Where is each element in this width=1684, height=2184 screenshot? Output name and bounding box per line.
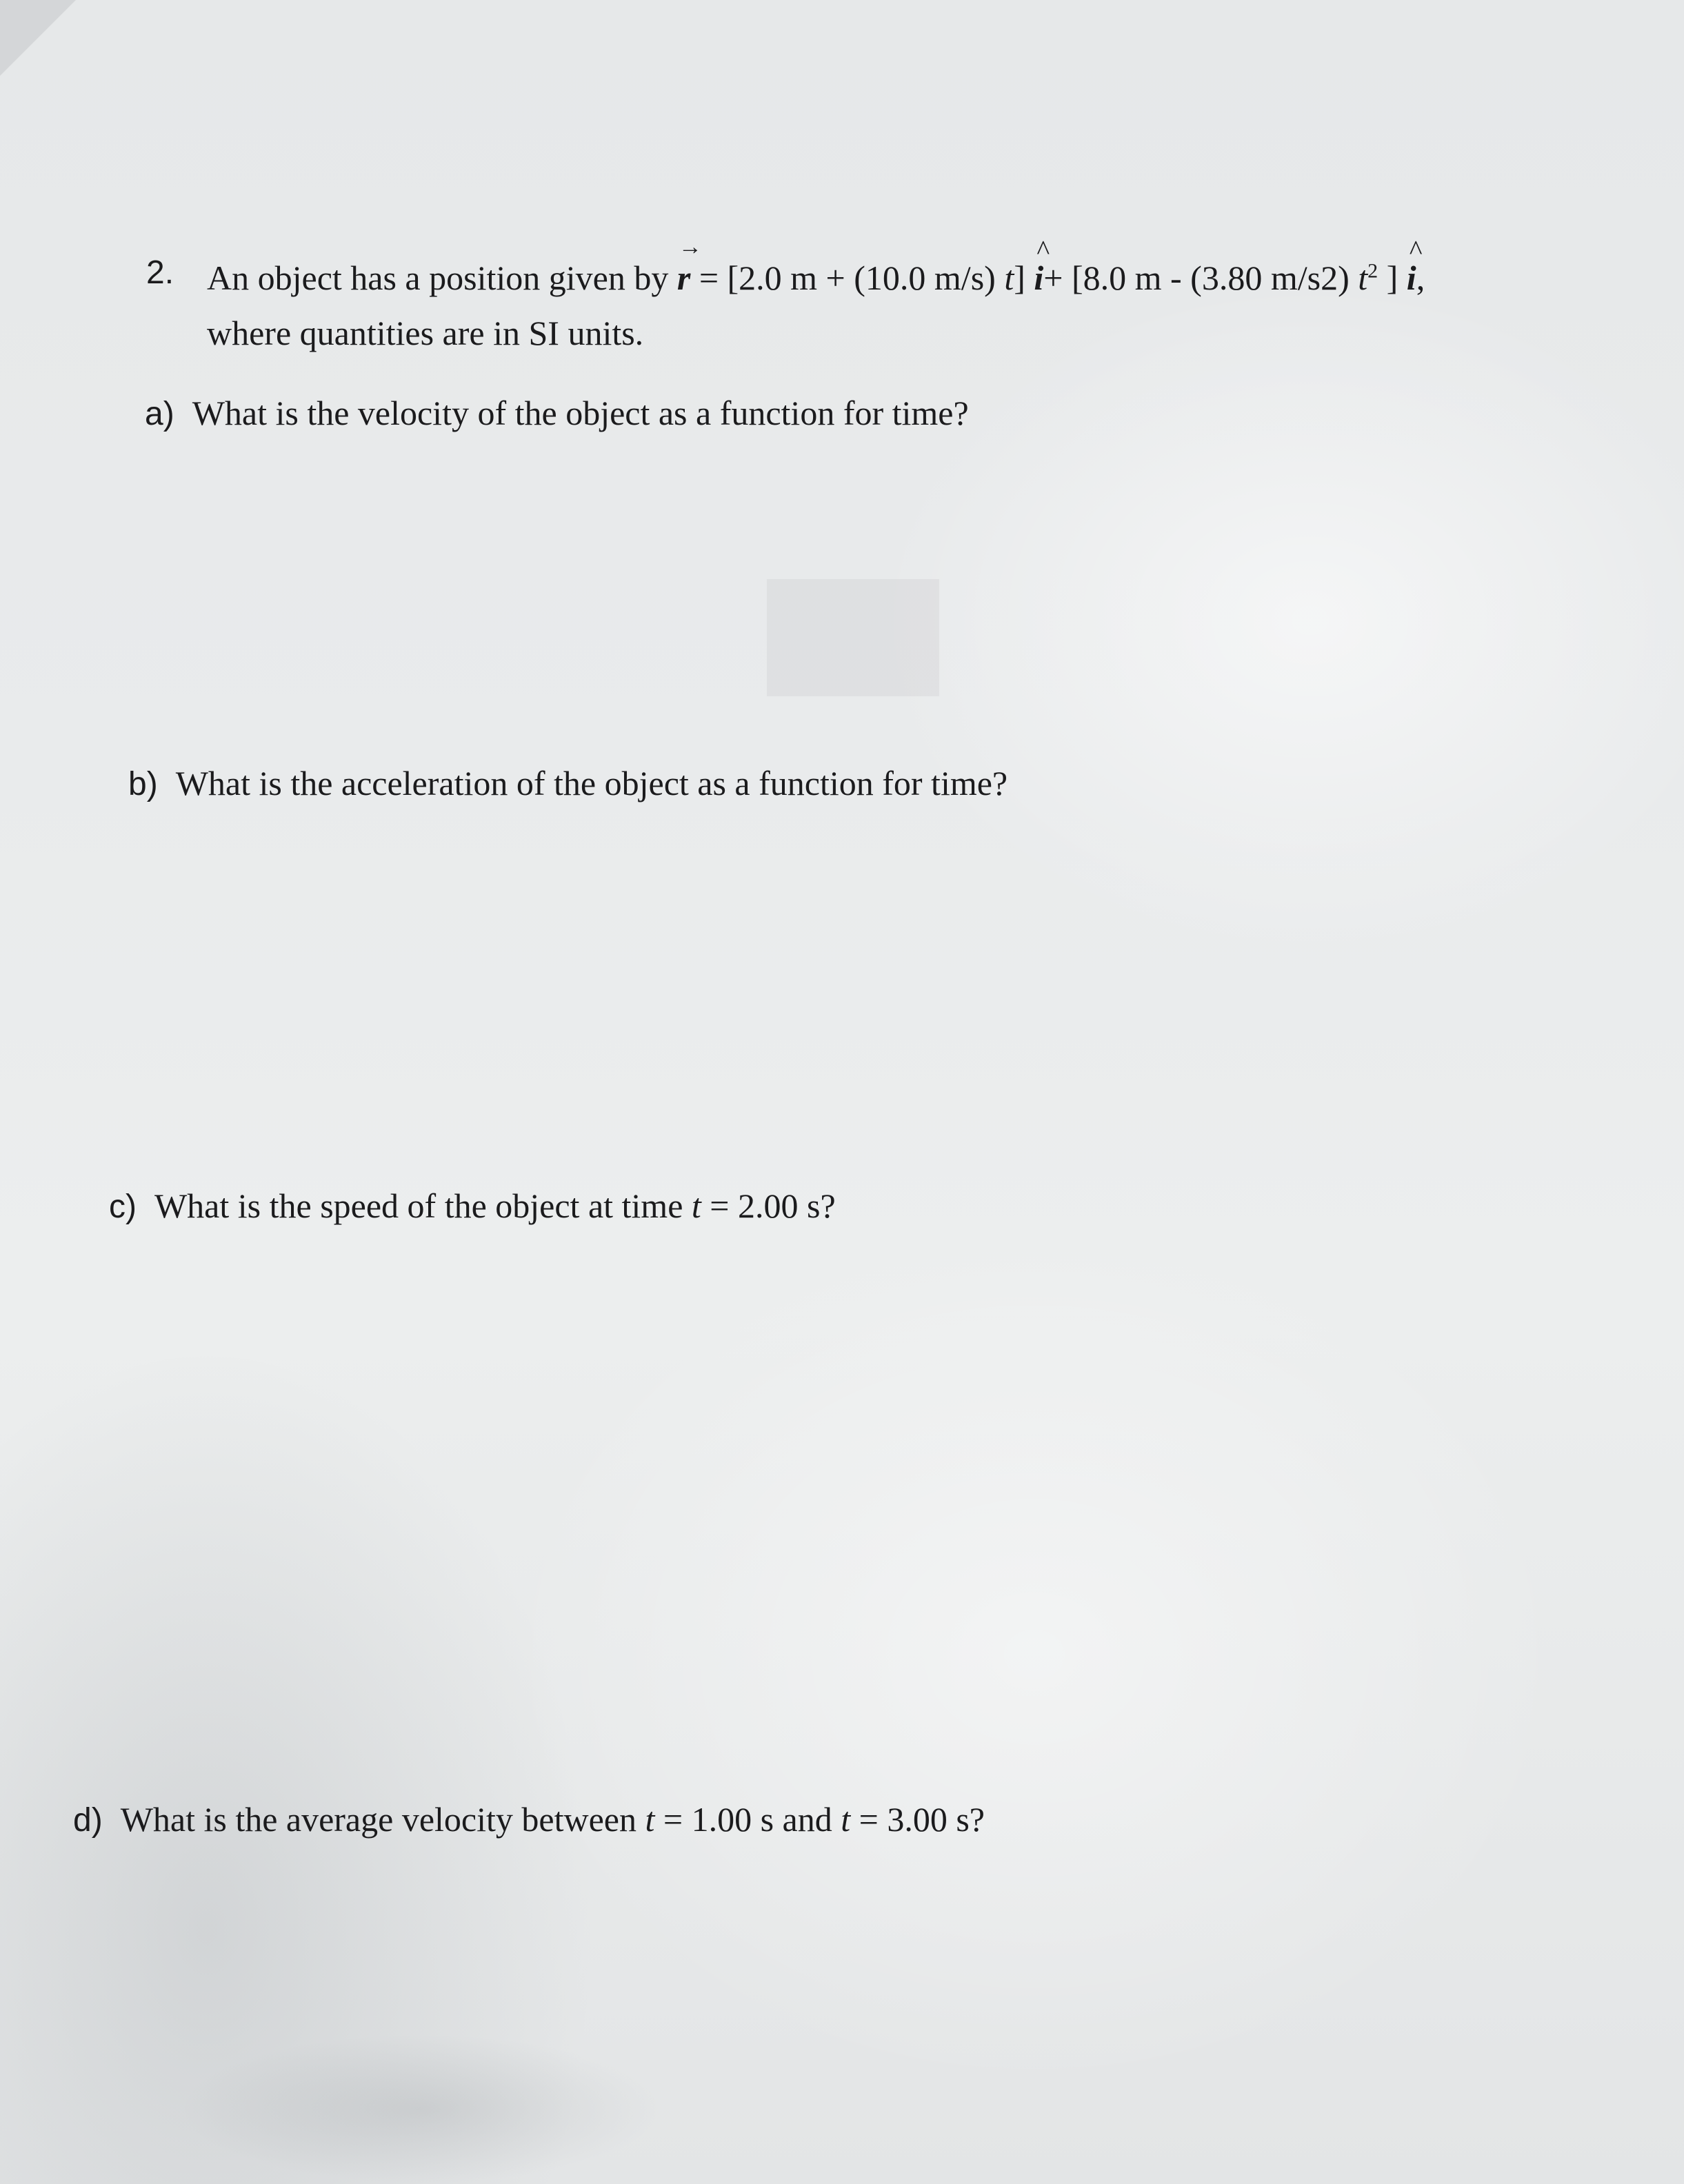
hat-icon: ^ <box>1036 234 1050 265</box>
part-c-label: c) <box>109 1189 137 1225</box>
part-c-question: What is the speed of the object at time t = 2.00 s? <box>154 1186 836 1225</box>
part-a <box>145 393 969 433</box>
position-vector: → r <box>676 234 702 297</box>
problem-statement-line2: where quantities are in SI units. <box>207 314 644 352</box>
part-b-question: What is the acceleration of the object as a function for time? <box>175 764 1008 802</box>
part-b-label: b) <box>128 766 158 802</box>
problem-statement-line1: An object has a position given by → r = [2.0 m + (10.0 m/s) t] ^ i+ [8.0 m - (3.80 m/s2) $t^2$ ] ^ i, <box>207 256 1425 300</box>
problem-number: 2. <box>146 254 174 291</box>
hand-shadow <box>179 2034 662 2184</box>
x-component: [2.0 m + (10.0 m/s) t] <box>727 259 1025 297</box>
part-a-question: What is the velocity of the object as a function for time? <box>192 394 969 432</box>
vector-arrow-icon: → <box>678 234 702 260</box>
hat-icon: ^ <box>1409 234 1423 265</box>
part-d-question: What is the average velocity between t = 1.00 s and t = 3.00 s? <box>120 1800 985 1839</box>
show-through-figure <box>767 579 939 696</box>
unit-vector-j: ^ i <box>1406 234 1423 297</box>
page-corner <box>0 0 76 76</box>
part-a-label: a) <box>145 396 174 432</box>
unit-vector-i: ^ i <box>1034 234 1050 297</box>
y-component: [8.0 m - (3.80 m/s2) $t^2$ ] <box>1071 259 1399 297</box>
part-d <box>73 1799 985 1839</box>
part-c <box>109 1186 836 1226</box>
part-d-label: d) <box>73 1802 103 1839</box>
intro-text: An object has a position given by <box>207 259 669 297</box>
part-b <box>128 763 1008 803</box>
